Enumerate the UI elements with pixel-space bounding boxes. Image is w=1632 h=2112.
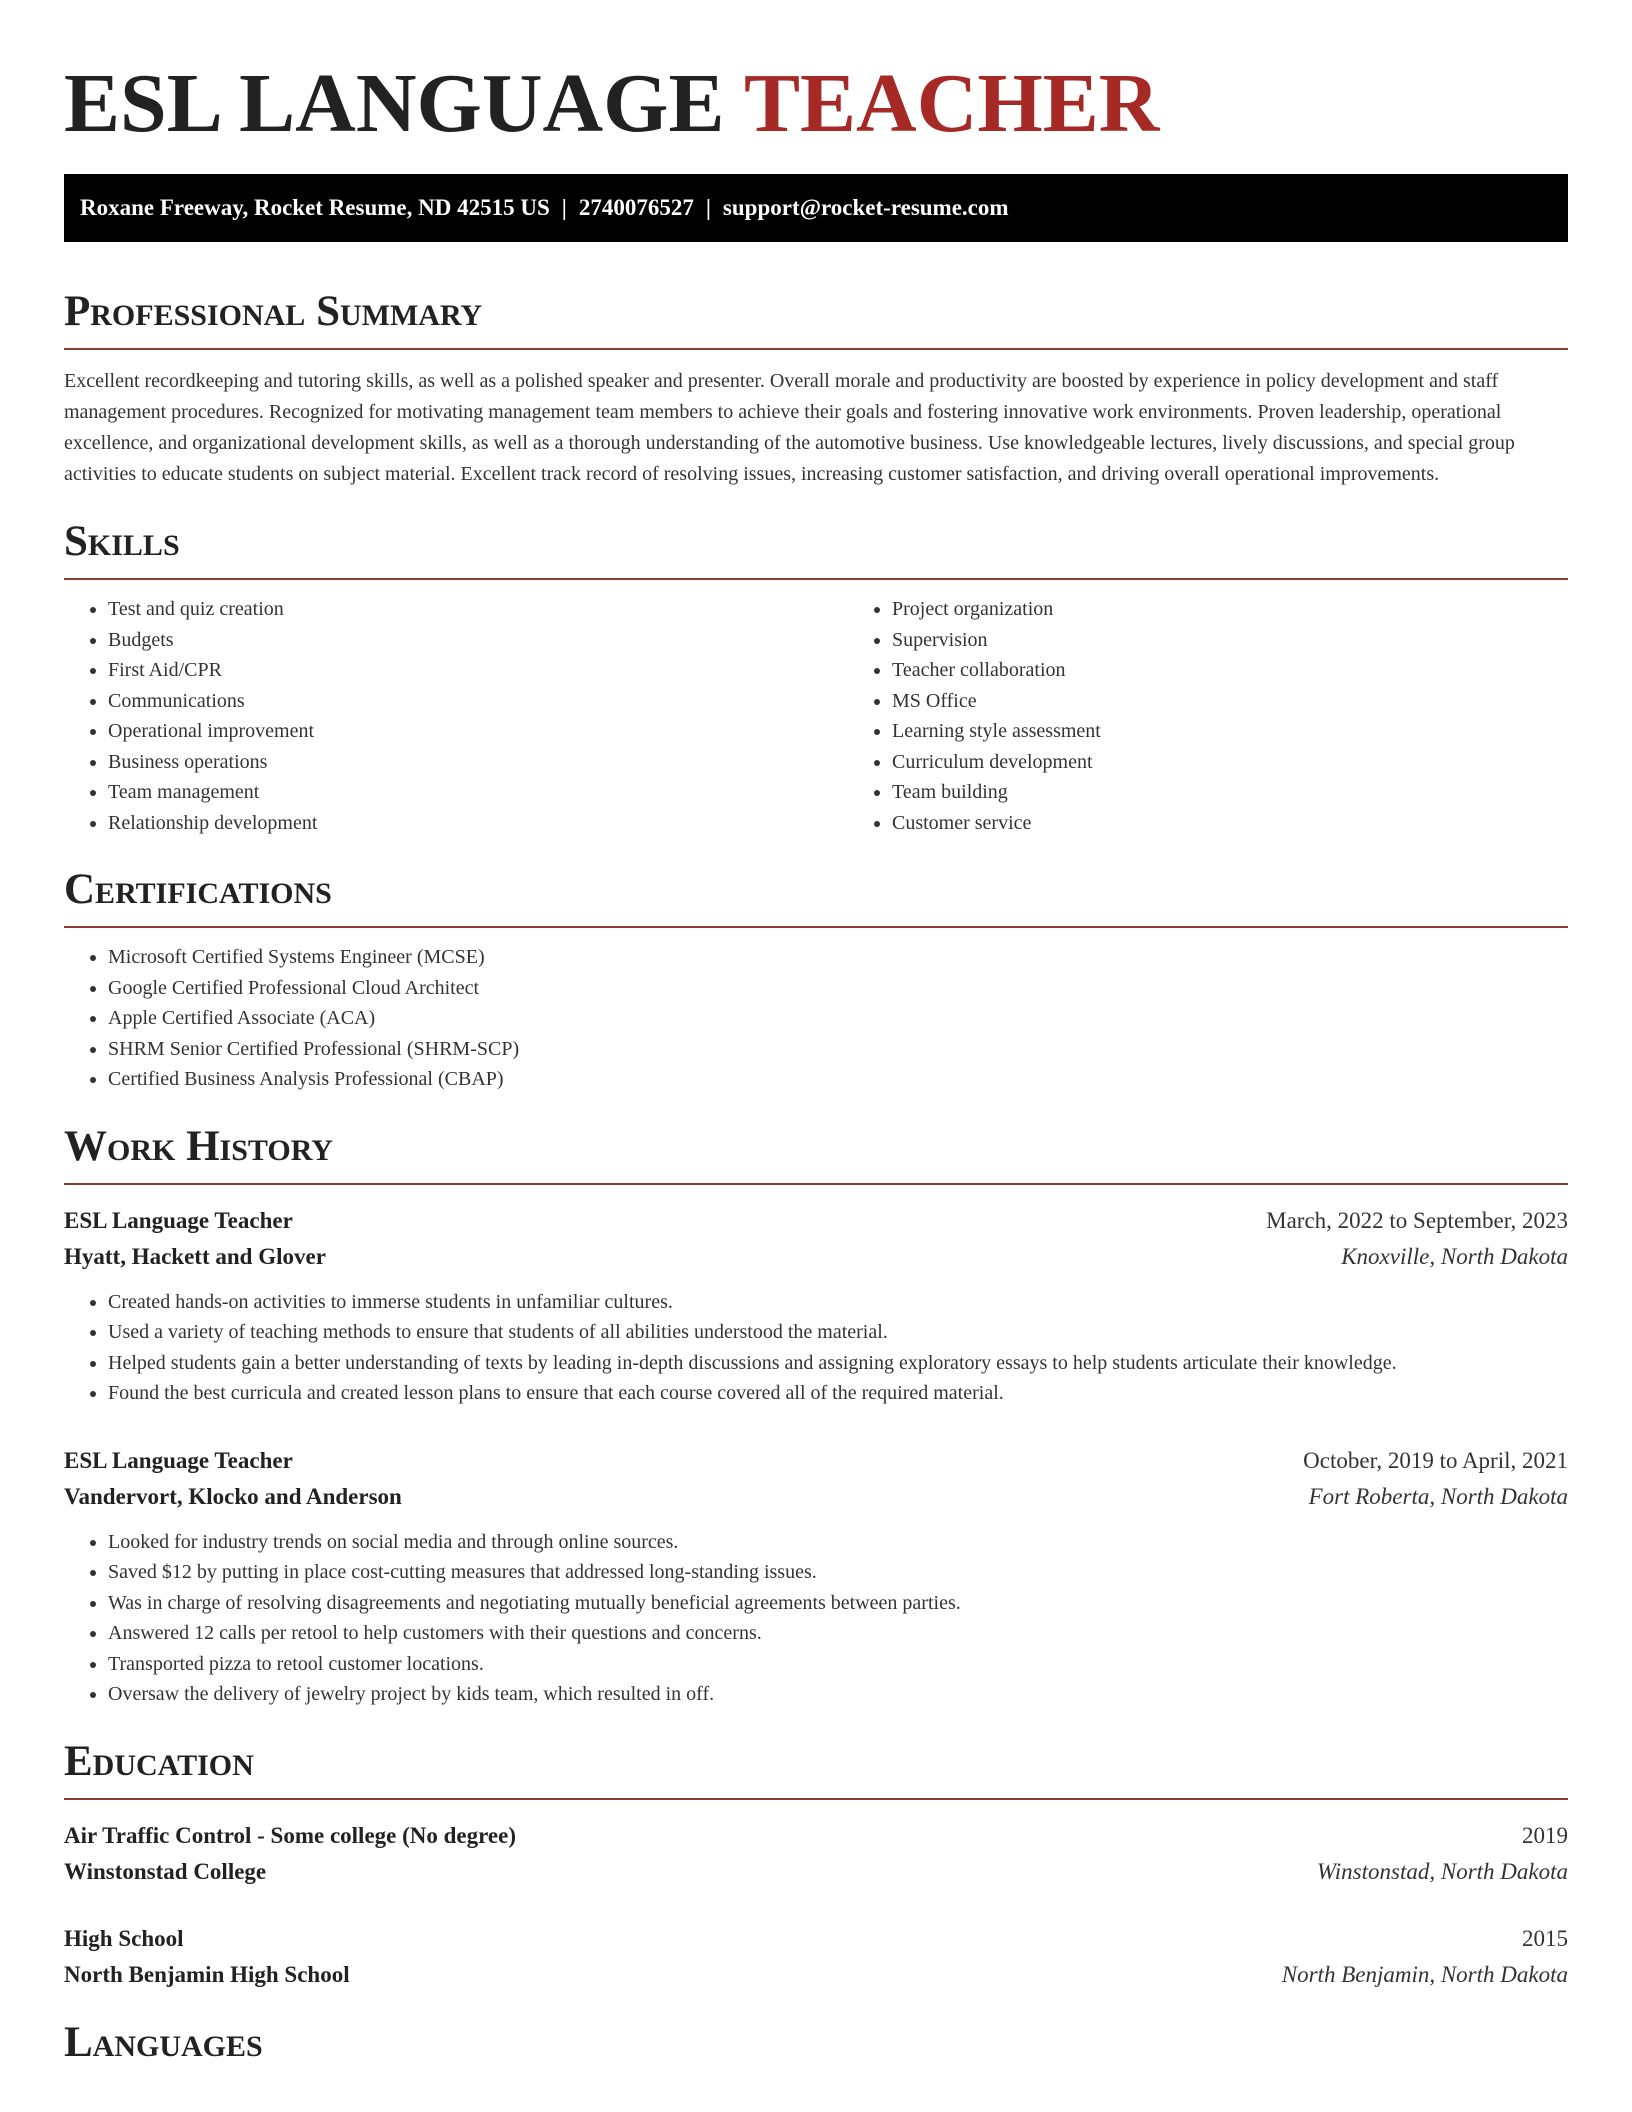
education-degree: High School bbox=[64, 1925, 184, 1951]
education-year: 2019 bbox=[1522, 1822, 1568, 1848]
skill-item: • Business operations bbox=[108, 747, 848, 778]
section-divider bbox=[64, 926, 1568, 928]
education-header-row bbox=[64, 1921, 1568, 1957]
job-entry bbox=[64, 1203, 1568, 1409]
section-title-summary: Professional Summary bbox=[64, 288, 483, 335]
title-accent: TEACHER bbox=[744, 57, 1160, 150]
job-bullet: • Was in charge of resolving disagreements and negotiating mutually beneficial agreements between parties. bbox=[108, 1588, 1568, 1619]
education-degree: Air Traffic Control - Some college (No degree) bbox=[64, 1822, 516, 1848]
certification-item: • Microsoft Certified Systems Engineer (MCSE) bbox=[108, 942, 1568, 973]
job-company-row bbox=[64, 1479, 1568, 1515]
education-section bbox=[64, 1736, 1568, 1993]
skill-item: • Curriculum development bbox=[892, 747, 1568, 778]
education-header-row bbox=[64, 1818, 1568, 1854]
job-bullets bbox=[64, 1527, 1568, 1710]
contact-bar bbox=[64, 174, 1568, 242]
skills-section bbox=[64, 516, 1568, 838]
job-dates: March, 2022 to September, 2023 bbox=[1266, 1207, 1568, 1233]
skill-item: • Operational improvement bbox=[108, 716, 848, 747]
section-divider bbox=[64, 1798, 1568, 1800]
resume-title bbox=[64, 0, 1568, 152]
job-company: Vandervort, Klocko and Anderson bbox=[64, 1483, 402, 1509]
skill-item: • Learning style assessment bbox=[892, 716, 1568, 747]
certification-item: • Google Certified Professional Cloud Architect bbox=[108, 973, 1568, 1004]
skills-list-right bbox=[848, 594, 1568, 838]
skill-item: • Team management bbox=[108, 777, 848, 808]
contact-separator: | bbox=[561, 195, 567, 220]
job-bullet: • Saved $12 by putting in place cost-cutting measures that addressed long-standing issues. bbox=[108, 1557, 1568, 1588]
education-school-row bbox=[64, 1854, 1568, 1890]
section-title-work-history: Work History bbox=[64, 1122, 333, 1170]
skill-item: • Budgets bbox=[108, 625, 848, 656]
job-bullet: • Created hands-on activities to immerse students in unfamiliar cultures. bbox=[108, 1287, 1568, 1318]
job-role: ESL Language Teacher bbox=[64, 1207, 293, 1233]
job-bullet: • Found the best curricula and created lesson plans to ensure that each course covered all of the required material. bbox=[108, 1378, 1568, 1409]
section-title-certifications: Certifications bbox=[64, 866, 332, 913]
skill-item: • Supervision bbox=[892, 625, 1568, 656]
job-header-row bbox=[64, 1203, 1568, 1239]
section-divider bbox=[64, 1183, 1568, 1185]
skill-item: • Relationship development bbox=[108, 808, 848, 839]
contact-address: Roxane Freeway, Rocket Resume, ND 42515 US bbox=[80, 195, 550, 220]
job-location: Fort Roberta, North Dakota bbox=[1308, 1483, 1568, 1509]
job-bullet: • Looked for industry trends on social media and through online sources. bbox=[108, 1527, 1568, 1558]
certification-item: • Certified Business Analysis Professional (CBAP) bbox=[108, 1064, 1568, 1095]
skill-item: • Customer service bbox=[892, 808, 1568, 839]
section-title-skills: Skills bbox=[64, 518, 180, 565]
certification-item: • Apple Certified Associate (ACA) bbox=[108, 1003, 1568, 1034]
skill-item: • Team building bbox=[892, 777, 1568, 808]
section-title-education: Education bbox=[64, 1737, 254, 1785]
skill-item: • Test and quiz creation bbox=[108, 594, 848, 625]
job-bullet: • Oversaw the delivery of jewelry project by kids team, which resulted in off. bbox=[108, 1679, 1568, 1710]
job-bullet: • Used a variety of teaching methods to ensure that students of all abilities understood the material. bbox=[108, 1317, 1568, 1348]
job-bullet: • Transported pizza to retool customer locations. bbox=[108, 1649, 1568, 1680]
education-school-row bbox=[64, 1957, 1568, 1993]
education-school: North Benjamin High School bbox=[64, 1961, 350, 1987]
education-entry bbox=[64, 1818, 1568, 1890]
contact-separator: | bbox=[705, 195, 711, 220]
certifications-list bbox=[64, 942, 1568, 1095]
job-dates: October, 2019 to April, 2021 bbox=[1303, 1447, 1568, 1473]
job-bullet: • Answered 12 calls per retool to help customers with their questions and concerns. bbox=[108, 1618, 1568, 1649]
languages-section bbox=[64, 2017, 1568, 2069]
contact-phone[interactable]: 2740076527 bbox=[578, 195, 694, 220]
job-company-row bbox=[64, 1239, 1568, 1275]
skill-item: • Teacher collaboration bbox=[892, 655, 1568, 686]
skills-grid bbox=[64, 580, 1568, 838]
summary-section bbox=[64, 286, 1568, 490]
job-location: Knoxville, North Dakota bbox=[1341, 1243, 1568, 1269]
education-entry bbox=[64, 1921, 1568, 1993]
skill-item: • MS Office bbox=[892, 686, 1568, 717]
skill-item: • Communications bbox=[108, 686, 848, 717]
education-location: Winstonstad, North Dakota bbox=[1316, 1858, 1568, 1884]
section-title-languages: Languages bbox=[64, 2018, 263, 2066]
job-bullet: • Helped students gain a better understanding of texts by leading in-depth discussions and assigning exploratory essays to help students articulate their knowledge. bbox=[108, 1348, 1568, 1379]
skill-item: • Project organization bbox=[892, 594, 1568, 625]
education-location: North Benjamin, North Dakota bbox=[1281, 1961, 1568, 1987]
section-divider bbox=[64, 348, 1568, 350]
certification-item: • SHRM Senior Certified Professional (SHRM-SCP) bbox=[108, 1034, 1568, 1065]
skill-item: • First Aid/CPR bbox=[108, 655, 848, 686]
job-role: ESL Language Teacher bbox=[64, 1447, 293, 1473]
education-school: Winstonstad College bbox=[64, 1858, 267, 1884]
job-bullets bbox=[64, 1287, 1568, 1409]
job-entry bbox=[64, 1443, 1568, 1710]
title-main: ESL LANGUAGE bbox=[64, 57, 725, 150]
summary-text: Excellent recordkeeping and tutoring skills, as well as a polished speaker and presenter. Overall morale and productivity are boosted by experience in policy development and staff management procedures. Recognized for motivating management team members to achieve their goals and fostering innovative work environments. Proven leadership, operational excellence, and organizational development skills, as well as a thorough understanding of the automotive business. Use knowledgeable lectures, lively discussions, and special group activities to educate students on subject material. Excellent track record of resolving issues, increasing customer satisfaction, and driving overall operational improvements. bbox=[64, 370, 1515, 485]
skills-list-left bbox=[64, 594, 848, 838]
job-header-row bbox=[64, 1443, 1568, 1479]
work-history-section bbox=[64, 1121, 1568, 1710]
education-year: 2015 bbox=[1522, 1925, 1568, 1951]
job-company: Hyatt, Hackett and Glover bbox=[64, 1243, 326, 1269]
certifications-section bbox=[64, 864, 1568, 1095]
contact-email[interactable]: support@rocket-resume.com bbox=[722, 195, 1009, 220]
